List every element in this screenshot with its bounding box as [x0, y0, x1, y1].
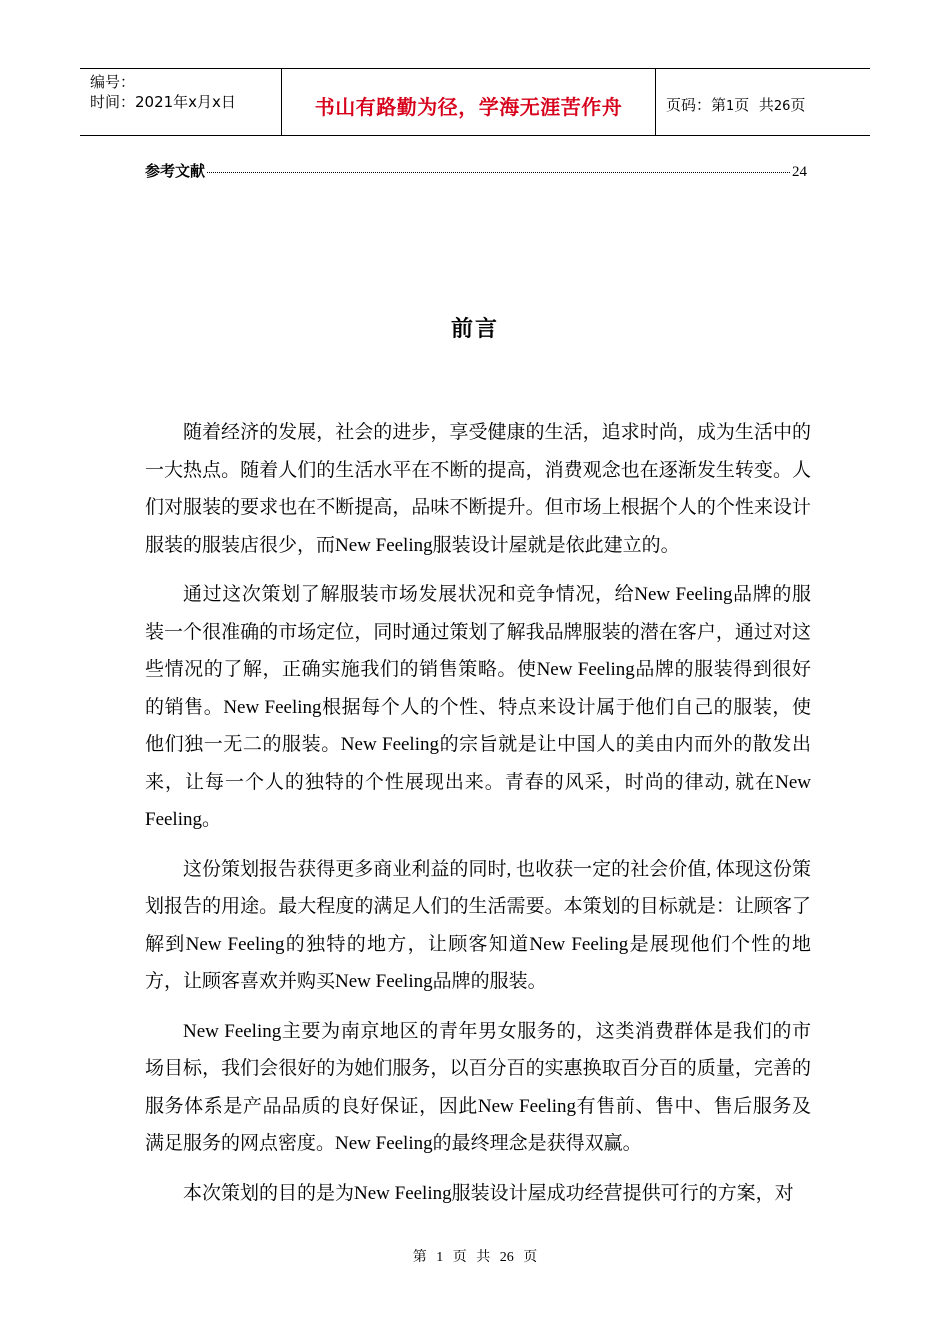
header-info-cell — [80, 69, 282, 135]
header-motto-cell — [282, 69, 656, 135]
document-number-label: 编号： — [90, 73, 136, 91]
section-heading: 前言 — [450, 317, 499, 342]
paragraph: 随着经济的发展，社会的进步，享受健康的生活，追求时尚，成为生活中的一大热点。随着人们的生活水平在不断的提高，消费观念也在逐渐发生转变。人们对服装的要求也在不断提高，品味不断提升。但市场上根据个人的个性来设计服装的服装店很少，而New Feeling服装设计屋就是依此建立的。 — [145, 422, 811, 556]
body-text — [145, 414, 811, 1224]
document-date: 时间：2021年x月x日 — [90, 93, 236, 111]
page-header — [80, 68, 870, 136]
toc-label: 参考文献 — [145, 162, 206, 180]
page-prefix: 页码：第 — [666, 96, 727, 114]
page-suffix: 页 — [790, 96, 806, 114]
header-page-info — [666, 94, 805, 115]
paragraph: 通过这次策划了解服装市场发展状况和竞争情况，给New Feeling品牌的服装一个很准确的市场定位，同时通过策划了解我品牌服装的潜在客户，通过对这些情况的了解，正确实施我们的销售策略。使New Feeling品牌的服装得到很好的销售。New Feeling根据每个人的个性、特点来设计属于他们自己的服装，使他们独一无二的服装。New Feeling的宗旨就是让中国人的美由内而外的散发出来，让每一个人的独特的个性展现出来。青春的风采，时尚的律动, 就在New Feeling。 — [145, 584, 811, 830]
header-motto: 书山有路勤为径，学海无涯苦作舟 — [314, 95, 623, 119]
page-current: 1 — [726, 99, 735, 114]
page-total: 26 — [773, 99, 791, 114]
page-mid: 页 共 — [734, 96, 774, 114]
toc-leader-dots — [207, 172, 790, 173]
paragraph: New Feeling主要为南京地区的青年男女服务的，这类消费群体是我们的市场目标，我们会很好的为她们服务，以百分百的实惠换取百分百的质量，完善的服务体系是产品品质的良好保证，因此New Feeling有售前、售中、售后服务及满足服务的网点密度。New Feeling的最终理念是获得双赢。 — [145, 1020, 811, 1154]
page-footer: 第 1 页 共 26 页 — [412, 1250, 538, 1265]
toc-page-number: 24 — [792, 164, 807, 180]
toc-entry-references[interactable] — [145, 160, 807, 182]
paragraph: 这份策划报告获得更多商业利益的同时, 也收获一定的社会价值, 体现这份策划报告的用途。最大程度的满足人们的生活需要。本策划的目标就是：让顾客了解到New Feeling的独特的地方，让顾客知道New Feeling是展现他们个性的地方，让顾客喜欢并购买New Feeling品牌的服装。 — [145, 858, 811, 992]
header-page-cell — [656, 69, 870, 135]
paragraph: 本次策划的目的是为New Feeling服装设计屋成功经营提供可行的方案，对 — [183, 1182, 794, 1204]
